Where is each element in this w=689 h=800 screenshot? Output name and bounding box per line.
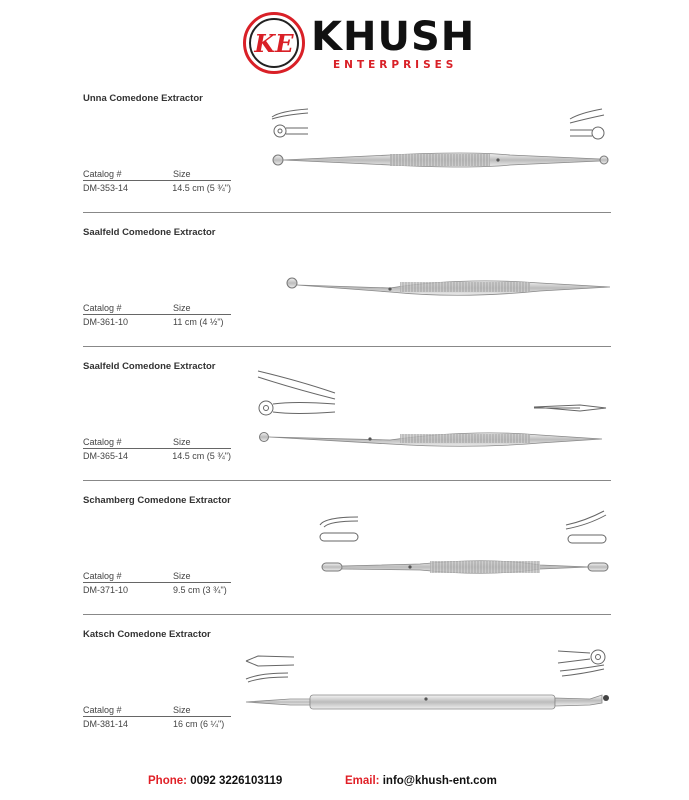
product-section bbox=[0, 361, 689, 481]
product-section bbox=[0, 227, 689, 347]
product-title: Unna Comedone Extractor bbox=[83, 93, 203, 104]
section-divider bbox=[83, 346, 611, 347]
product-title: Katsch Comedone Extractor bbox=[83, 629, 211, 640]
product-section bbox=[0, 495, 689, 615]
instrument-illustration bbox=[240, 93, 620, 183]
catalog-label: Catalog # bbox=[83, 169, 122, 179]
logo-emblem bbox=[243, 12, 305, 74]
product-title: Saalfeld Comedone Extractor bbox=[83, 227, 216, 238]
section-divider bbox=[83, 480, 611, 481]
catalog-label: Catalog # bbox=[83, 571, 122, 581]
email-address[interactable]: info@khush-ent.com bbox=[382, 775, 497, 787]
catalog-number: DM-365-14 bbox=[83, 451, 129, 461]
section-divider bbox=[83, 212, 611, 213]
instrument-illustration bbox=[240, 629, 620, 724]
size-label: Size bbox=[173, 571, 191, 581]
spec-table bbox=[83, 303, 231, 327]
catalog-label: Catalog # bbox=[83, 303, 122, 313]
size-label: Size bbox=[173, 169, 191, 179]
product-section bbox=[0, 93, 689, 213]
product-title: Saalfeld Comedone Extractor bbox=[83, 361, 216, 372]
spec-table bbox=[83, 705, 231, 729]
instrument-illustration bbox=[240, 495, 620, 585]
catalog-number: DM-353-14 bbox=[83, 183, 129, 193]
company-logo bbox=[243, 12, 476, 78]
product-section bbox=[0, 629, 689, 749]
phone-number[interactable]: 0092 3226103119 bbox=[190, 775, 283, 787]
catalog-number: DM-371-10 bbox=[83, 585, 129, 595]
logo-mark: KE bbox=[249, 18, 299, 68]
email-label: Email: bbox=[345, 775, 380, 787]
size-value: 11 cm (4 ½") bbox=[173, 317, 224, 327]
catalog-label: Catalog # bbox=[83, 437, 122, 447]
catalog-number: DM-381-14 bbox=[83, 719, 129, 729]
catalog-number: DM-361-10 bbox=[83, 317, 129, 327]
instrument-illustration bbox=[240, 227, 620, 317]
size-label: Size bbox=[173, 705, 191, 715]
size-value: 16 cm (6 ¼") bbox=[173, 719, 225, 729]
size-value: 14.5 cm (5 ¾") bbox=[172, 451, 231, 461]
phone-label: Phone: bbox=[148, 775, 187, 787]
section-divider bbox=[83, 614, 611, 615]
brand-subtitle: ENTERPRISES bbox=[333, 59, 458, 71]
size-label: Size bbox=[173, 437, 191, 447]
size-label: Size bbox=[173, 303, 191, 313]
spec-table bbox=[83, 437, 231, 461]
spec-table bbox=[83, 169, 231, 193]
spec-table bbox=[83, 571, 231, 595]
product-title: Schamberg Comedone Extractor bbox=[83, 495, 231, 506]
brand-name: KHUSH bbox=[311, 14, 476, 60]
size-value: 9.5 cm (3 ¾") bbox=[173, 585, 227, 595]
catalog-label: Catalog # bbox=[83, 705, 122, 715]
instrument-illustration bbox=[240, 361, 620, 456]
size-value: 14.5 cm (5 ¾") bbox=[172, 183, 231, 193]
